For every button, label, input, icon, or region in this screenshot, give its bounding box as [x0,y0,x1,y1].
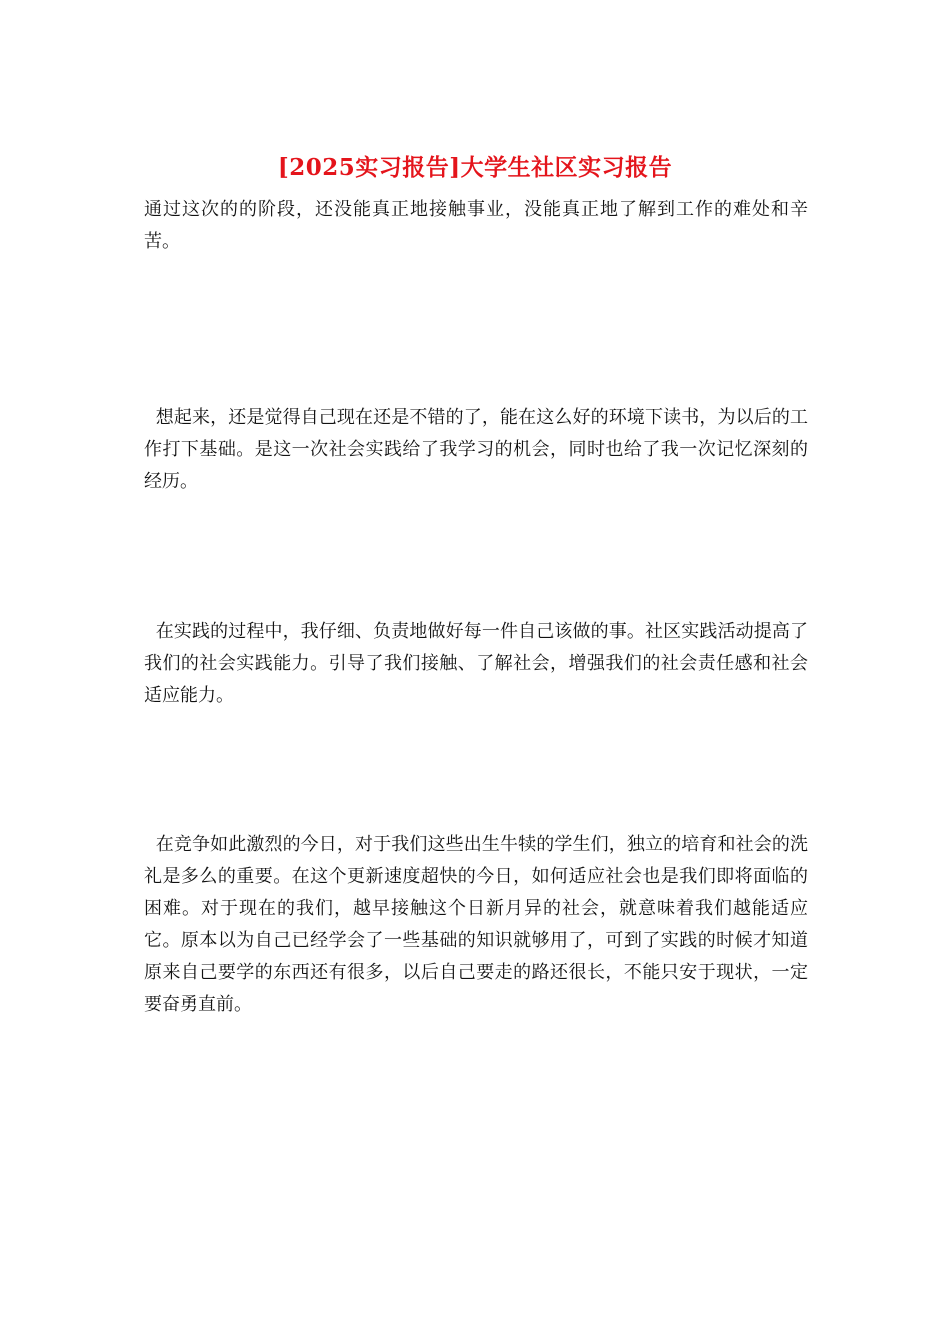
paragraph-4: 在竞争如此激烈的今日，对于我们这些出生牛犊的学生们，独立的培育和社会的洗礼是多么的重要。在这个更新速度超快的今日，如何适应社会也是我们即将面临的困难。对于现在的我们，越早接触这个日新月异的社会，就意味着我们越能适应它。原本以为自己已经学会了一些基础的知识就够用了，可到了实践的时候才知道原来自己要学的东西还有很多，以后自己要走的路还很长，不能只安于现状，一定要奋勇直前。 [144,834,809,1015]
paragraph-3: 在实践的过程中，我仔细、负责地做好每一件自己该做的事。社区实践活动提高了我们的社会实践能力。引导了我们接触、了解社会，增强我们的社会责任感和社会适应能力。 [144,621,809,706]
paragraph-2: 想起来，还是觉得自己现在还是不错的了，能在这么好的环境下读书，为以后的工作打下基础。是这一次社会实践给了我学习的机会，同时也给了我一次记忆深刻的经历。 [144,407,809,492]
document-title: [2025实习报告]大学生社区实习报告 [277,154,673,181]
paragraph-1: 通过这次的的阶段，还没能真正地接触事业，没能真正地了解到工作的难处和辛苦。 [144,199,808,252]
